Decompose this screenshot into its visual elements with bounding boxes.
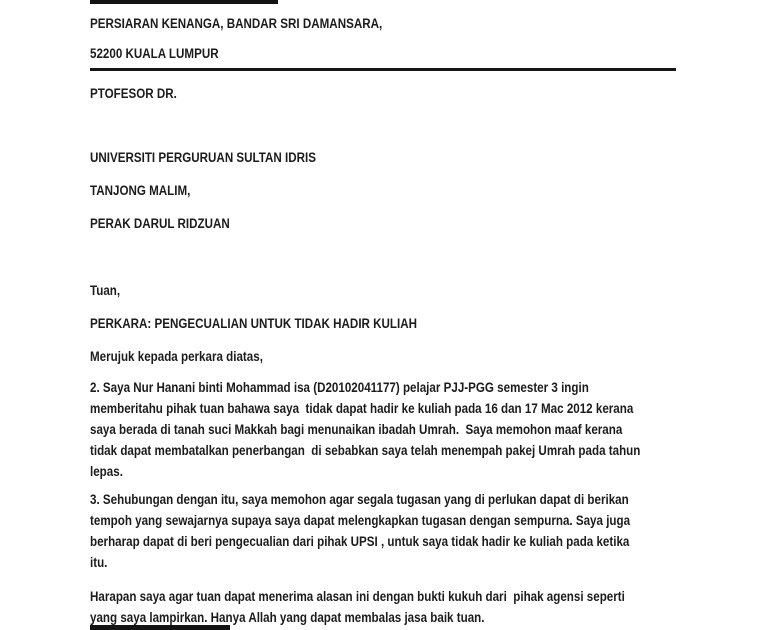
paragraph-line: itu. (90, 555, 108, 570)
recipient-institution: UNIVERSITI PERGURUAN SULTAN IDRIS (90, 150, 316, 165)
paragraph-line: 2. Saya Nur Hanani binti Mohammad isa (D20102041177) pelajar PJJ-PGG semester 3 ingin (90, 380, 589, 395)
paragraph-line: memberitahu pihak tuan bahawa saya tidak dapat hadir ke kuliah pada 16 dan 17 Mac 2012 kerana (90, 401, 634, 416)
paragraph-line: lepas. (90, 464, 123, 479)
paragraph-line: Harapan saya agar tuan dapat menerima alasan ini dengan bukti kukuh dari pihak agensi seperti (90, 589, 625, 604)
sender-address-line-1: PERSIARAN KENANGA, BANDAR SRI DAMANSARA, (90, 16, 383, 31)
paragraph-line: 3. Sehubungan dengan itu, saya memohon agar segala tugasan yang di perlukan dapat di berikan (90, 492, 629, 507)
recipient-title: PTOFESOR DR. (90, 86, 177, 101)
header-divider-rule (90, 68, 676, 71)
closing-paragraph (90, 586, 712, 628)
paragraph-line: tidak dapat membatalkan penerbangan di sebabkan saya telah menempah pakej Umrah pada tahun (90, 443, 641, 458)
recipient-state: PERAK DARUL RIDZUAN (90, 216, 230, 231)
paragraph-2 (90, 377, 730, 482)
paragraph-line: tempoh yang sewajarnya supaya saya dapat melengkapkan tugasan dengan sempurna. Saya juga (90, 513, 631, 528)
reference-line: Merujuk kepada perkara diatas, (90, 349, 263, 364)
cropped-text-bar-top (90, 0, 278, 4)
paragraph-line: yang saya lampirkan. Hanya Allah yang dapat membalas jasa baik tuan. (90, 610, 485, 625)
salutation: Tuan, (90, 283, 121, 298)
paragraph-line: berharap dapat di beri pengecualian dari pihak UPSI , untuk saya tidak hadir ke kuliah pada ketika (90, 534, 630, 549)
cropped-text-bar-bottom (90, 625, 230, 630)
sender-address-line-2: 52200 KUALA LUMPUR (90, 46, 219, 61)
paragraph-3 (90, 489, 718, 573)
paragraph-line: saya berada di tanah suci Makkah bagi menunaikan ibadah Umrah. Saya memohon maaf kerana (90, 422, 623, 437)
subject-line: PERKARA: PENGECUALIAN UNTUK TIDAK HADIR KULIAH (90, 316, 418, 331)
recipient-city: TANJONG MALIM, (90, 183, 191, 198)
